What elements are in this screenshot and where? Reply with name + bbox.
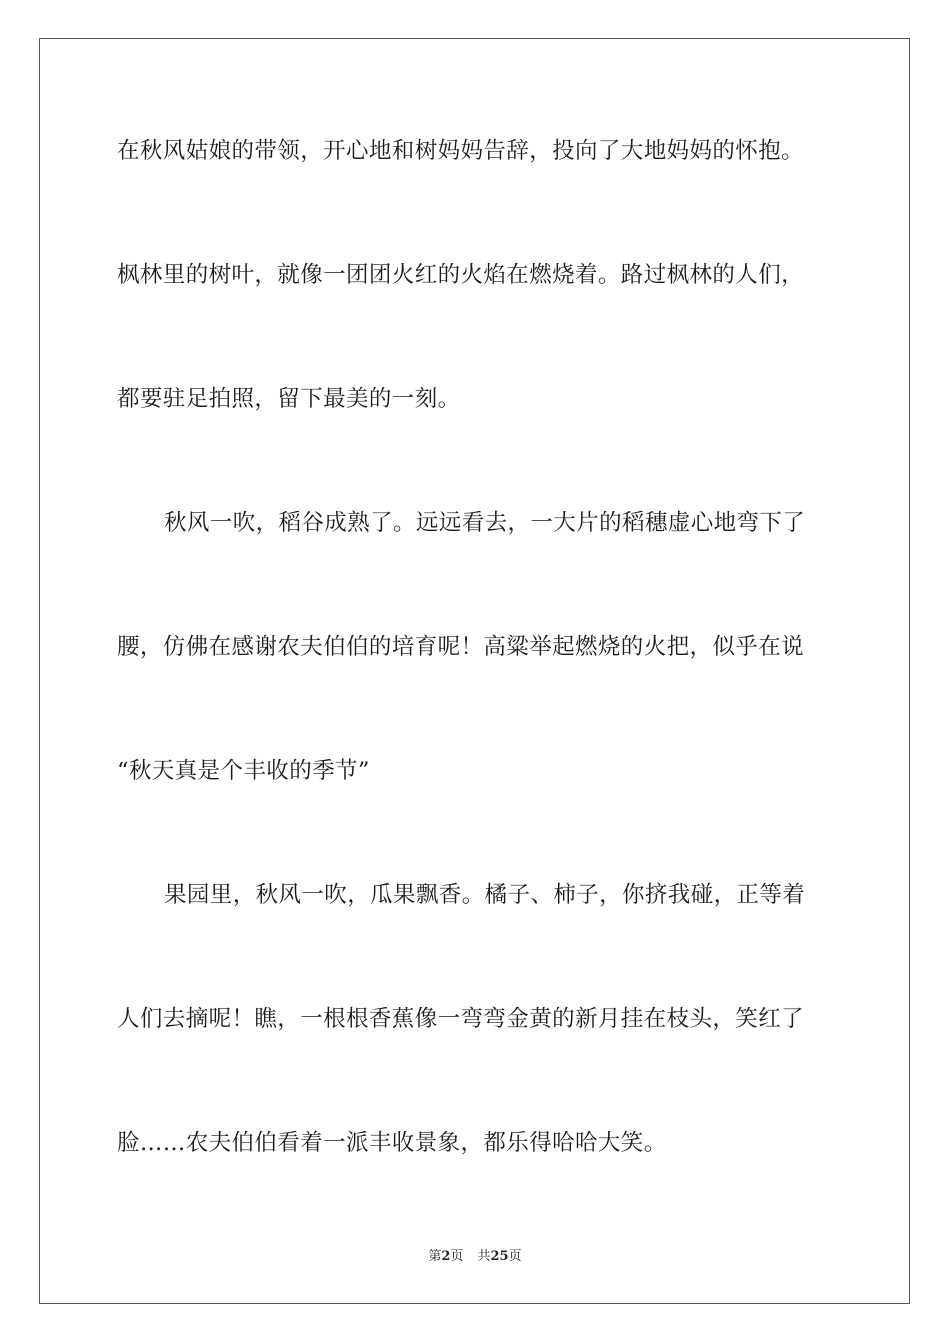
page-border [39, 38, 910, 1304]
page-number: 2 [441, 1249, 451, 1264]
paragraph-line: 果园里，秋风一吹，瓜果飘香。橘子、柿子，你挤我碰，正等着 [164, 882, 806, 908]
page-label-prefix: 第 [428, 1249, 442, 1264]
page-label-suffix: 页 [450, 1249, 464, 1264]
paragraph-line: 秋风一吹，稻谷成熟了。远远看去，一大片的稻穗虚心地弯下了 [164, 510, 806, 536]
paragraph-line: 人们去摘呢！瞧，一根根香蕉像一弯弯金黄的新月挂在枝头，笑红了 [117, 1006, 805, 1032]
paragraph-line: 在秋风姑娘的带领，开心地和树妈妈告辞，投向了大地妈妈的怀抱。 [117, 138, 805, 164]
total-label-prefix: 共 [477, 1249, 491, 1264]
paragraph-line: “秋天真是个丰收的季节” [117, 758, 370, 784]
paragraph-line: 腰，仿佛在感谢农夫伯伯的培育呢！高粱举起燃烧的火把，似乎在说 [117, 634, 805, 660]
total-pages: 25 [490, 1249, 509, 1264]
total-label-suffix: 页 [508, 1249, 522, 1264]
paragraph-line: 都要驻足拍照，留下最美的一刻。 [117, 386, 461, 412]
page-footer [0, 1248, 950, 1266]
paragraph-line: 脸……农夫伯伯看着一派丰收景象，都乐得哈哈大笑。 [117, 1130, 667, 1156]
paragraph-line: 枫林里的树叶，就像一团团火红的火焰在燃烧着。路过枫林的人们， [117, 262, 805, 288]
